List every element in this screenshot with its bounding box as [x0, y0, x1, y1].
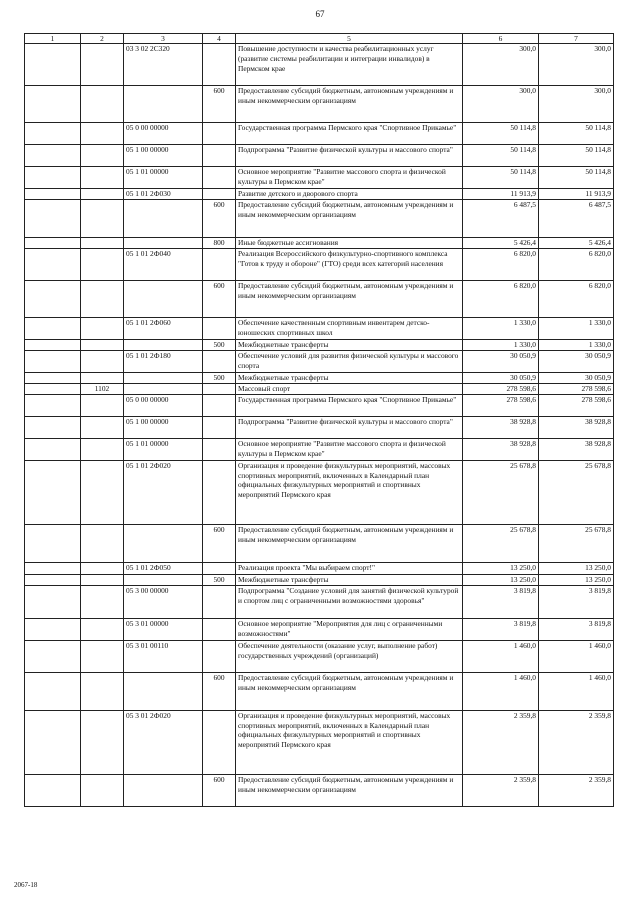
dept-cell	[25, 280, 81, 317]
target-code-cell	[124, 372, 203, 383]
dept-cell	[25, 167, 81, 189]
expense-type-cell: 600	[203, 199, 236, 237]
expense-type-cell	[203, 123, 236, 145]
item-name-cell: Обеспечение деятельности (оказание услуг, выполнение работ) государственных учреждений (организаций)	[236, 640, 463, 672]
section-cell	[81, 123, 124, 145]
item-name-cell: Массовый спорт	[236, 383, 463, 394]
dept-cell	[25, 248, 81, 280]
amount-col7-cell: 6 820,0	[539, 248, 614, 280]
table-row	[25, 574, 614, 585]
expense-type-cell	[203, 585, 236, 618]
section-cell: 1102	[81, 383, 124, 394]
section-cell	[81, 774, 124, 806]
section-cell	[81, 710, 124, 774]
amount-col6-cell: 6 487,5	[463, 199, 539, 237]
amount-col6-cell: 300,0	[463, 44, 539, 86]
amount-col6-cell: 38 928,8	[463, 416, 539, 438]
amount-col6-cell: 38 928,8	[463, 438, 539, 460]
table-row	[25, 145, 614, 167]
section-cell	[81, 145, 124, 167]
target-code-cell: 05 1 01 00000	[124, 438, 203, 460]
expense-type-cell: 500	[203, 339, 236, 350]
target-code-cell: 05 1 01 2Ф180	[124, 350, 203, 372]
expense-type-cell	[203, 248, 236, 280]
section-cell	[81, 640, 124, 672]
target-code-cell: 03 3 02 2С320	[124, 44, 203, 86]
section-cell	[81, 574, 124, 585]
target-code-cell: 05 3 01 00000	[124, 618, 203, 640]
target-code-cell: 05 1 01 2Ф060	[124, 317, 203, 339]
target-code-cell	[124, 672, 203, 710]
section-cell	[81, 672, 124, 710]
amount-col6-cell: 1 330,0	[463, 339, 539, 350]
item-name-cell: Повышение доступности и качества реабилитационных услуг (развитие системы реабилитации и интеграции инвалидов) в Пермском крае	[236, 44, 463, 86]
dept-cell	[25, 145, 81, 167]
item-name-cell: Основное мероприятие "Мероприятия для лиц с ограниченными возможностями"	[236, 618, 463, 640]
dept-cell	[25, 774, 81, 806]
target-code-cell	[124, 524, 203, 562]
table-row	[25, 372, 614, 383]
target-code-cell	[124, 339, 203, 350]
item-name-cell: Государственная программа Пермского края "Спортивное Прикамье"	[236, 394, 463, 416]
amount-col7-cell: 1 330,0	[539, 317, 614, 339]
amount-col6-cell: 278 598,6	[463, 383, 539, 394]
item-name-cell: Реализация Всероссийского физкультурно-спортивного комплекса "Готов к труду и обороне" (ГТО) среди всех категорий населения	[236, 248, 463, 280]
expense-type-cell	[203, 438, 236, 460]
dept-cell	[25, 416, 81, 438]
item-name-cell: Реализация проекта "Мы выбираем спорт!"	[236, 562, 463, 574]
dept-cell	[25, 672, 81, 710]
amount-col6-cell: 30 050,9	[463, 350, 539, 372]
section-cell	[81, 350, 124, 372]
dept-cell	[25, 574, 81, 585]
amount-col7-cell: 300,0	[539, 44, 614, 86]
item-name-cell: Подпрограмма "Развитие физической культуры и массового спорта"	[236, 145, 463, 167]
section-cell	[81, 416, 124, 438]
amount-col7-cell: 50 114,8	[539, 167, 614, 189]
dept-cell	[25, 339, 81, 350]
dept-cell	[25, 199, 81, 237]
table-row	[25, 189, 614, 200]
item-name-cell: Иные бюджетные ассигнования	[236, 237, 463, 248]
column-header: 3	[124, 34, 203, 44]
item-name-cell: Предоставление субсидий бюджетным, автономным учреждениям и иным некоммерческим организациям	[236, 524, 463, 562]
amount-col6-cell: 30 050,9	[463, 372, 539, 383]
dept-cell	[25, 618, 81, 640]
amount-col7-cell: 50 114,8	[539, 145, 614, 167]
expense-type-cell	[203, 44, 236, 86]
amount-col6-cell: 5 426,4	[463, 237, 539, 248]
item-name-cell: Межбюджетные трансферты	[236, 339, 463, 350]
dept-cell	[25, 86, 81, 123]
item-name-cell: Обеспечение условий для развития физической культуры и массового спорта	[236, 350, 463, 372]
expense-type-cell: 600	[203, 774, 236, 806]
dept-cell	[25, 189, 81, 200]
item-name-cell: Государственная программа Пермского края "Спортивное Прикамье"	[236, 123, 463, 145]
target-code-cell: 05 3 01 00110	[124, 640, 203, 672]
section-cell	[81, 460, 124, 524]
amount-col7-cell: 6 487,5	[539, 199, 614, 237]
dept-cell	[25, 237, 81, 248]
expense-type-cell	[203, 618, 236, 640]
target-code-cell: 05 0 00 00000	[124, 394, 203, 416]
expense-type-cell: 600	[203, 280, 236, 317]
target-code-cell: 05 1 00 00000	[124, 416, 203, 438]
item-name-cell: Организация и проведение физкультурных мероприятий, массовых спортивных мероприятий, включенных в Календарный план официальных физкультурных мероприятий и спортивных мероприятий Пермского края	[236, 710, 463, 774]
item-name-cell: Основное мероприятие "Развитие массового спорта и физической культуры в Пермском крае"	[236, 167, 463, 189]
column-header: 6	[463, 34, 539, 44]
expense-type-cell: 600	[203, 524, 236, 562]
target-code-cell	[124, 774, 203, 806]
table-row	[25, 618, 614, 640]
expense-type-cell	[203, 189, 236, 200]
expense-type-cell: 500	[203, 574, 236, 585]
amount-col7-cell: 38 928,8	[539, 438, 614, 460]
section-cell	[81, 339, 124, 350]
amount-col6-cell: 13 250,0	[463, 574, 539, 585]
target-code-cell: 05 1 00 00000	[124, 145, 203, 167]
expense-type-cell	[203, 167, 236, 189]
item-name-cell: Подпрограмма "Создание условий для занятий физической культурой и спортом лиц с ограниченными возможностями здоровья"	[236, 585, 463, 618]
section-cell	[81, 199, 124, 237]
expense-type-cell	[203, 416, 236, 438]
section-cell	[81, 280, 124, 317]
target-code-cell: 05 0 00 00000	[124, 123, 203, 145]
amount-col7-cell: 50 114,8	[539, 123, 614, 145]
target-code-cell	[124, 280, 203, 317]
item-name-cell: Межбюджетные трансферты	[236, 372, 463, 383]
item-name-cell: Предоставление субсидий бюджетным, автономным учреждениям и иным некоммерческим организациям	[236, 86, 463, 123]
page-number: 67	[315, 9, 325, 19]
expense-type-cell	[203, 317, 236, 339]
table-row	[25, 416, 614, 438]
column-header: 1	[25, 34, 81, 44]
target-code-cell: 05 1 01 2Ф030	[124, 189, 203, 200]
amount-col7-cell: 3 819,8	[539, 618, 614, 640]
item-name-cell: Предоставление субсидий бюджетным, автономным учреждениям и иным некоммерческим организациям	[236, 672, 463, 710]
table-row	[25, 280, 614, 317]
amount-col7-cell: 30 050,9	[539, 372, 614, 383]
target-code-cell: 05 1 01 2Ф020	[124, 460, 203, 524]
amount-col7-cell: 5 426,4	[539, 237, 614, 248]
amount-col6-cell: 13 250,0	[463, 562, 539, 574]
expense-type-cell: 600	[203, 86, 236, 123]
expense-type-cell	[203, 460, 236, 524]
table-row	[25, 350, 614, 372]
dept-cell	[25, 524, 81, 562]
target-code-cell: 05 3 01 2Ф020	[124, 710, 203, 774]
amount-col7-cell: 278 598,6	[539, 394, 614, 416]
expense-type-cell	[203, 640, 236, 672]
amount-col6-cell: 1 330,0	[463, 317, 539, 339]
table-row	[25, 394, 614, 416]
target-code-cell: 05 1 01 2Ф050	[124, 562, 203, 574]
dept-cell	[25, 438, 81, 460]
section-cell	[81, 372, 124, 383]
amount-col7-cell: 13 250,0	[539, 574, 614, 585]
expense-type-cell	[203, 145, 236, 167]
target-code-cell	[124, 383, 203, 394]
expense-type-cell	[203, 383, 236, 394]
section-cell	[81, 248, 124, 280]
amount-col6-cell: 50 114,8	[463, 123, 539, 145]
target-code-cell: 05 1 01 00000	[124, 167, 203, 189]
table-row	[25, 640, 614, 672]
section-cell	[81, 524, 124, 562]
expense-type-cell	[203, 350, 236, 372]
section-cell	[81, 86, 124, 123]
table-row	[25, 199, 614, 237]
amount-col6-cell: 3 819,8	[463, 618, 539, 640]
amount-col6-cell: 2 359,8	[463, 710, 539, 774]
amount-col7-cell: 13 250,0	[539, 562, 614, 574]
dept-cell	[25, 383, 81, 394]
budget-table	[24, 33, 614, 807]
amount-col7-cell: 6 820,0	[539, 280, 614, 317]
expense-type-cell	[203, 710, 236, 774]
amount-col6-cell: 50 114,8	[463, 167, 539, 189]
section-cell	[81, 394, 124, 416]
table-row	[25, 524, 614, 562]
amount-col7-cell: 3 819,8	[539, 585, 614, 618]
table-row	[25, 710, 614, 774]
item-name-cell: Организация и проведение физкультурных мероприятий, массовых спортивных мероприятий, включенных в Календарный план официальных физкультурных мероприятий и спортивных мероприятий Пермского края	[236, 460, 463, 524]
target-code-cell	[124, 237, 203, 248]
dept-cell	[25, 394, 81, 416]
amount-col7-cell: 300,0	[539, 86, 614, 123]
amount-col7-cell: 38 928,8	[539, 416, 614, 438]
dept-cell	[25, 710, 81, 774]
expense-type-cell: 500	[203, 372, 236, 383]
amount-col6-cell: 11 913,9	[463, 189, 539, 200]
amount-col6-cell: 50 114,8	[463, 145, 539, 167]
table-row	[25, 585, 614, 618]
item-name-cell: Обеспечение качественным спортивным инвентарем детско-юношеских спортивных школ	[236, 317, 463, 339]
amount-col7-cell: 278 598,6	[539, 383, 614, 394]
expense-type-cell	[203, 394, 236, 416]
target-code-cell	[124, 574, 203, 585]
table-row	[25, 248, 614, 280]
amount-col7-cell: 1 460,0	[539, 640, 614, 672]
item-name-cell: Развитие детского и дворового спорта	[236, 189, 463, 200]
column-header: 5	[236, 34, 463, 44]
amount-col6-cell: 25 678,8	[463, 524, 539, 562]
amount-col6-cell: 1 460,0	[463, 640, 539, 672]
table-row	[25, 562, 614, 574]
table-row	[25, 44, 614, 86]
footer-code: 2067-18	[14, 881, 38, 889]
amount-col7-cell: 2 359,8	[539, 774, 614, 806]
amount-col6-cell: 6 820,0	[463, 248, 539, 280]
item-name-cell: Межбюджетные трансферты	[236, 574, 463, 585]
table-row	[25, 123, 614, 145]
section-cell	[81, 44, 124, 86]
section-cell	[81, 618, 124, 640]
amount-col7-cell: 25 678,8	[539, 460, 614, 524]
table-row	[25, 460, 614, 524]
column-header: 7	[539, 34, 614, 44]
amount-col7-cell: 1 330,0	[539, 339, 614, 350]
table-row	[25, 774, 614, 806]
dept-cell	[25, 317, 81, 339]
table-header-row	[25, 34, 614, 44]
dept-cell	[25, 562, 81, 574]
section-cell	[81, 585, 124, 618]
amount-col6-cell: 3 819,8	[463, 585, 539, 618]
dept-cell	[25, 350, 81, 372]
amount-col6-cell: 2 359,8	[463, 774, 539, 806]
section-cell	[81, 167, 124, 189]
item-name-cell: Предоставление субсидий бюджетным, автономным учреждениям и иным некоммерческим организациям	[236, 774, 463, 806]
expense-type-cell: 600	[203, 672, 236, 710]
amount-col6-cell: 1 460,0	[463, 672, 539, 710]
dept-cell	[25, 460, 81, 524]
amount-col6-cell: 25 678,8	[463, 460, 539, 524]
item-name-cell: Основное мероприятие "Развитие массового спорта и физической культуры в Пермском крае"	[236, 438, 463, 460]
amount-col7-cell: 2 359,8	[539, 710, 614, 774]
amount-col7-cell: 25 678,8	[539, 524, 614, 562]
target-code-cell	[124, 199, 203, 237]
section-cell	[81, 562, 124, 574]
section-cell	[81, 189, 124, 200]
table-body	[25, 44, 614, 807]
dept-cell	[25, 123, 81, 145]
dept-cell	[25, 640, 81, 672]
amount-col6-cell: 300,0	[463, 86, 539, 123]
expense-type-cell	[203, 562, 236, 574]
column-header: 2	[81, 34, 124, 44]
column-header: 4	[203, 34, 236, 44]
amount-col6-cell: 278 598,6	[463, 394, 539, 416]
table-row	[25, 672, 614, 710]
section-cell	[81, 317, 124, 339]
amount-col7-cell: 11 913,9	[539, 189, 614, 200]
table-row	[25, 438, 614, 460]
amount-col7-cell: 1 460,0	[539, 672, 614, 710]
section-cell	[81, 438, 124, 460]
dept-cell	[25, 585, 81, 618]
item-name-cell: Предоставление субсидий бюджетным, автономным учреждениям и иным некоммерческим организациям	[236, 199, 463, 237]
table-row	[25, 383, 614, 394]
amount-col7-cell: 30 050,9	[539, 350, 614, 372]
target-code-cell: 05 1 01 2Ф040	[124, 248, 203, 280]
table-row	[25, 237, 614, 248]
target-code-cell	[124, 86, 203, 123]
table-row	[25, 167, 614, 189]
expense-type-cell: 800	[203, 237, 236, 248]
amount-col6-cell: 6 820,0	[463, 280, 539, 317]
table-row	[25, 317, 614, 339]
table-row	[25, 86, 614, 123]
dept-cell	[25, 372, 81, 383]
item-name-cell: Предоставление субсидий бюджетным, автономным учреждениям и иным некоммерческим организациям	[236, 280, 463, 317]
target-code-cell: 05 3 00 00000	[124, 585, 203, 618]
dept-cell	[25, 44, 81, 86]
item-name-cell: Подпрограмма "Развитие физической культуры и массового спорта"	[236, 416, 463, 438]
section-cell	[81, 237, 124, 248]
table-row	[25, 339, 614, 350]
